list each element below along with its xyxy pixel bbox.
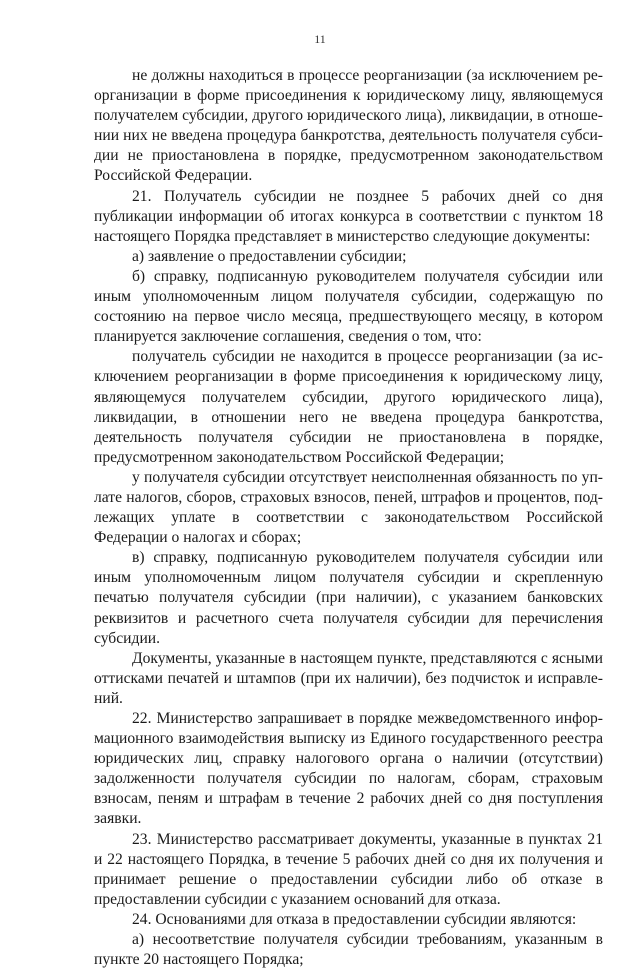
document-body [94,66,603,970]
paragraph-24: 24. Основаниями для отказа в предоставлении субсидии являются: [132,910,577,928]
paragraph-continuation: не должны находиться в процессе реорганизации (за исключением реорганизации в форме присоединения к юридическому лицу, являющемуся получателем субсидии, другого юридического лица), ликвидации, в отношении них не введена процедура банкротства, деятельность получателя субсидии не приостановлена в порядке, предусмотренном законодательством Российской Федерации. [94,67,603,185]
paragraph-24-a: а) несоответствие получателя субсидии требованиям, указанным в пункте 20 настоящего Порядка; [94,931,603,969]
paragraph-21-a: а) заявление о предоставлении субсидии; [132,247,407,265]
paragraph-21-documents: Документы, указанные в настоящем пункте, представляются с ясными оттисками печатей и штампов (при их наличии), без подчисток и исправлений. [94,649,603,707]
paragraph-21-b: б) справку, подписанную руководителем получателя субсидии или иным уполномоченным лицом получателя субсидии, содержащую по состоянию на первое число месяца, предшествующего месяцу, в котором планируется заключение соглашения, сведения о том, что: [94,267,603,346]
paragraph-21-v: в) справку, подписанную руководителем получателя субсидии или иным уполномоченным лицом получателя субсидии и скрепленную печатью получателя субсидии (при наличии), с указанием банковских реквизитов и расчетного счета получателя субсидии для перечисления субсидии. [94,549,603,647]
paragraph-21-b-taxes: у получателя субсидии отсутствует неисполненная обязанность по уплате налогов, сборов, страховых взносов, пеней, штрафов и процентов, подлежащих уплате в соответствии с законодательством Российской Федерации о налогах и сборах; [94,468,603,547]
paragraph-22: 22. Министерство запрашивает в порядке межведомственного информационного взаимодействия выписку из Единого государственного реестра юридических лиц, справку налогового органа о наличии (отсутствии) задолженности получателя субсидии по налогам, сборам, страховым взносам, пеням и штрафам в течение 2 рабочих дней со дня поступления заявки. [94,710,603,828]
page-number: 11 [314,32,326,46]
paragraph-21-b-reorganization: получатель субсидии не находится в процессе реорганизации (за исключением реорганизации в форме присоединения к юридическому лицу, являющемуся получателем субсидии, другого юридического лица), ликвидации, в отношении него не введена процедура банкротства, деятельность получателя субсидии не приостановлена в порядке, предусмотренном законодательством Российской Федерации; [94,348,603,466]
paragraph-21: 21. Получатель субсидии не позднее 5 рабочих дней со дня публикации информации об итогах конкурса в соответствии с пунктом 18 настоящего Порядка представляет в министерство следующие документы: [94,187,603,245]
paragraph-23: 23. Министерство рассматривает документы, указанные в пунктах 21 и 22 настоящего Порядка, в течение 5 рабочих дней со дня их получения и принимает решение о предоставлении субсидии либо об отказе в предоставлении субсидии с указанием оснований для отказа. [94,830,603,908]
